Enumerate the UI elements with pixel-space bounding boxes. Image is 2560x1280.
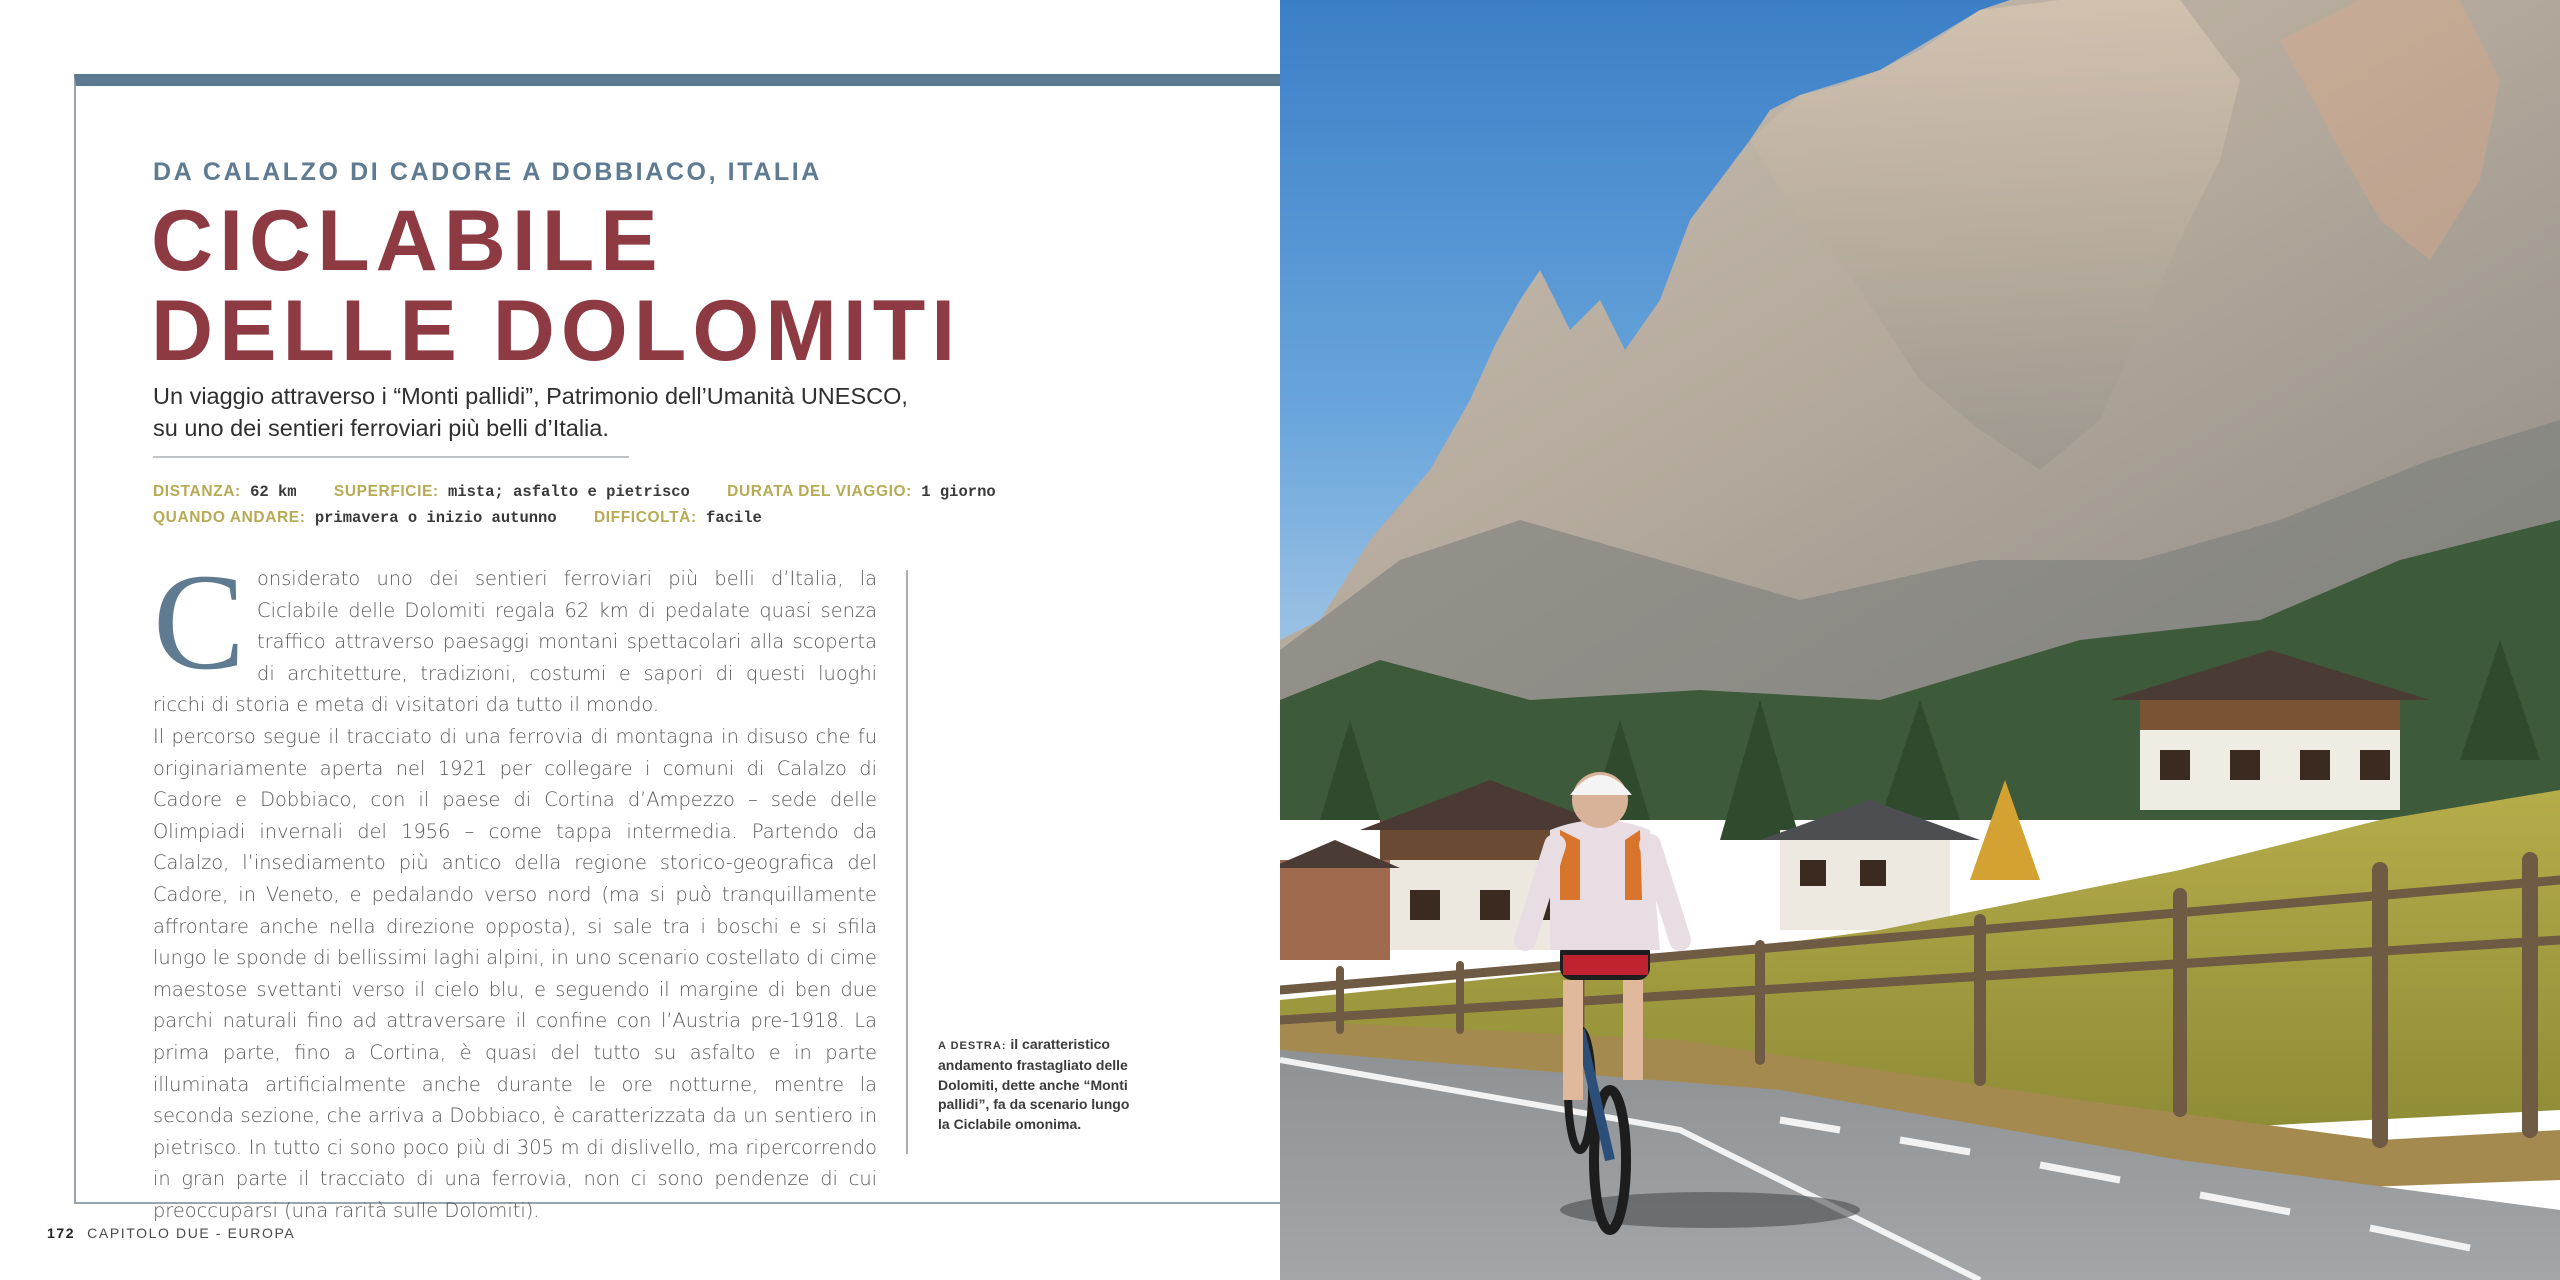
- lead-divider: [153, 456, 629, 458]
- fact-duration: [727, 479, 996, 505]
- fact-distance-value: 62 km: [250, 483, 297, 501]
- paragraph-1-text: onsiderato uno dei sentieri ferroviari più belli d’Italia, la Ciclabile delle Dolomiti regala 62 km di pedalate quasi senza traffico attraverso paesaggi montani spettacolari alla scoperta di architetture, tradizioni, costumi e sapori di questi luoghi ricchi di storia e meta di visitatori da tutto il mondo.: [153, 567, 877, 717]
- photo-illustration: [1280, 0, 2560, 1280]
- facts-row-2: [153, 505, 1024, 531]
- fact-surface-value: mista; asfalto e pietrisco: [448, 483, 690, 501]
- lead-line-2: su uno dei sentieri ferroviari più belli d’Italia.: [153, 415, 609, 441]
- caption-label: A DESTRA:: [938, 1040, 1007, 1052]
- drop-cap: C: [153, 545, 246, 698]
- photo-caption: [938, 1035, 1138, 1134]
- lead-text: [153, 380, 953, 444]
- lead-line-1: Un viaggio attraverso i “Monti pallidi”, Patrimonio dell’Umanità UNESCO,: [153, 383, 908, 409]
- page-number: 172: [47, 1225, 76, 1241]
- fact-difficulty-value: facile: [706, 509, 762, 527]
- title-line-2: DELLE DOLOMITI: [151, 283, 962, 379]
- trip-facts: [153, 479, 1024, 531]
- fact-when-value: primavera o inizio autunno: [314, 509, 557, 527]
- chapter-label: CAPITOLO DUE - EUROPA: [87, 1225, 296, 1241]
- fact-when: [153, 505, 557, 531]
- column-divider: [906, 570, 908, 1154]
- paragraph-1: [153, 545, 877, 721]
- fact-distance: [153, 479, 297, 505]
- fact-duration-label: DURATA DEL VIAGGIO:: [727, 483, 912, 500]
- caption-text: il caratteristico andamento frastagliato delle Dolomiti, dette anche “Monti pallidi”, fa da scenario lungo la Ciclabile omonima.: [938, 1036, 1130, 1132]
- fact-difficulty: [594, 505, 762, 531]
- fact-difficulty-label: DIFFICOLTÀ:: [593, 509, 697, 526]
- paragraph-2: Il percorso segue il tracciato di una ferrovia di montagna in disuso che fu originariamente aperta nel 1921 per collegare i comuni di Calalzo di Cadore e Dobbiaco, con il paese di Cortina d’Ampezzo – sede delle Olimpiadi invernali del 1956 – come tappa intermedia. Partendo da Calalzo, l’insediamento più antico della regione storico-geografica del Cadore, in Veneto, e pedalando verso nord (ma si può tranquillamente affrontare anche nella direzione opposta), si sale tra i boschi e si sfila lungo le sponde di bellissimi laghi alpini, in uno scenario costellato di cime maestose svettanti verso il cielo blu, e seguendo il margine di ben due parchi naturali fino ad attraversare il confine con l’Austria pre-1918. La prima parte, fino a Cortina, è quasi del tutto su asfalto e in parte illuminata artificialmente anche durante le ore notturne, mentre la seconda sezione, che arriva a Dobbiaco, è caratterizzata da un sentiero in pietrisco. In tutto ci sono poco più di 305 m di dislivello, ma ripercorrendo in gran parte il tracciato di una ferrovia, non ci sono pendenze di cui preoccuparsi (una rarità sulle Dolomiti).: [153, 724, 877, 1222]
- article-body: [153, 545, 877, 1226]
- fact-duration-value: 1 giorno: [921, 483, 996, 501]
- fact-surface-label: SUPERFICIE:: [333, 483, 439, 500]
- dolomites-cyclist-photo: [1280, 0, 2560, 1280]
- page-footer: [47, 1225, 295, 1241]
- fact-when-label: QUANDO ANDARE:: [153, 509, 306, 526]
- fact-surface: [334, 479, 690, 505]
- route-subtitle: DA CALALZO DI CADORE A DOBBIACO, ITALIA: [153, 158, 822, 186]
- title-line-1: CICLABILE: [151, 193, 664, 289]
- page-title: [151, 193, 962, 379]
- fact-distance-label: DISTANZA:: [153, 483, 241, 500]
- facts-row-1: [153, 479, 1024, 505]
